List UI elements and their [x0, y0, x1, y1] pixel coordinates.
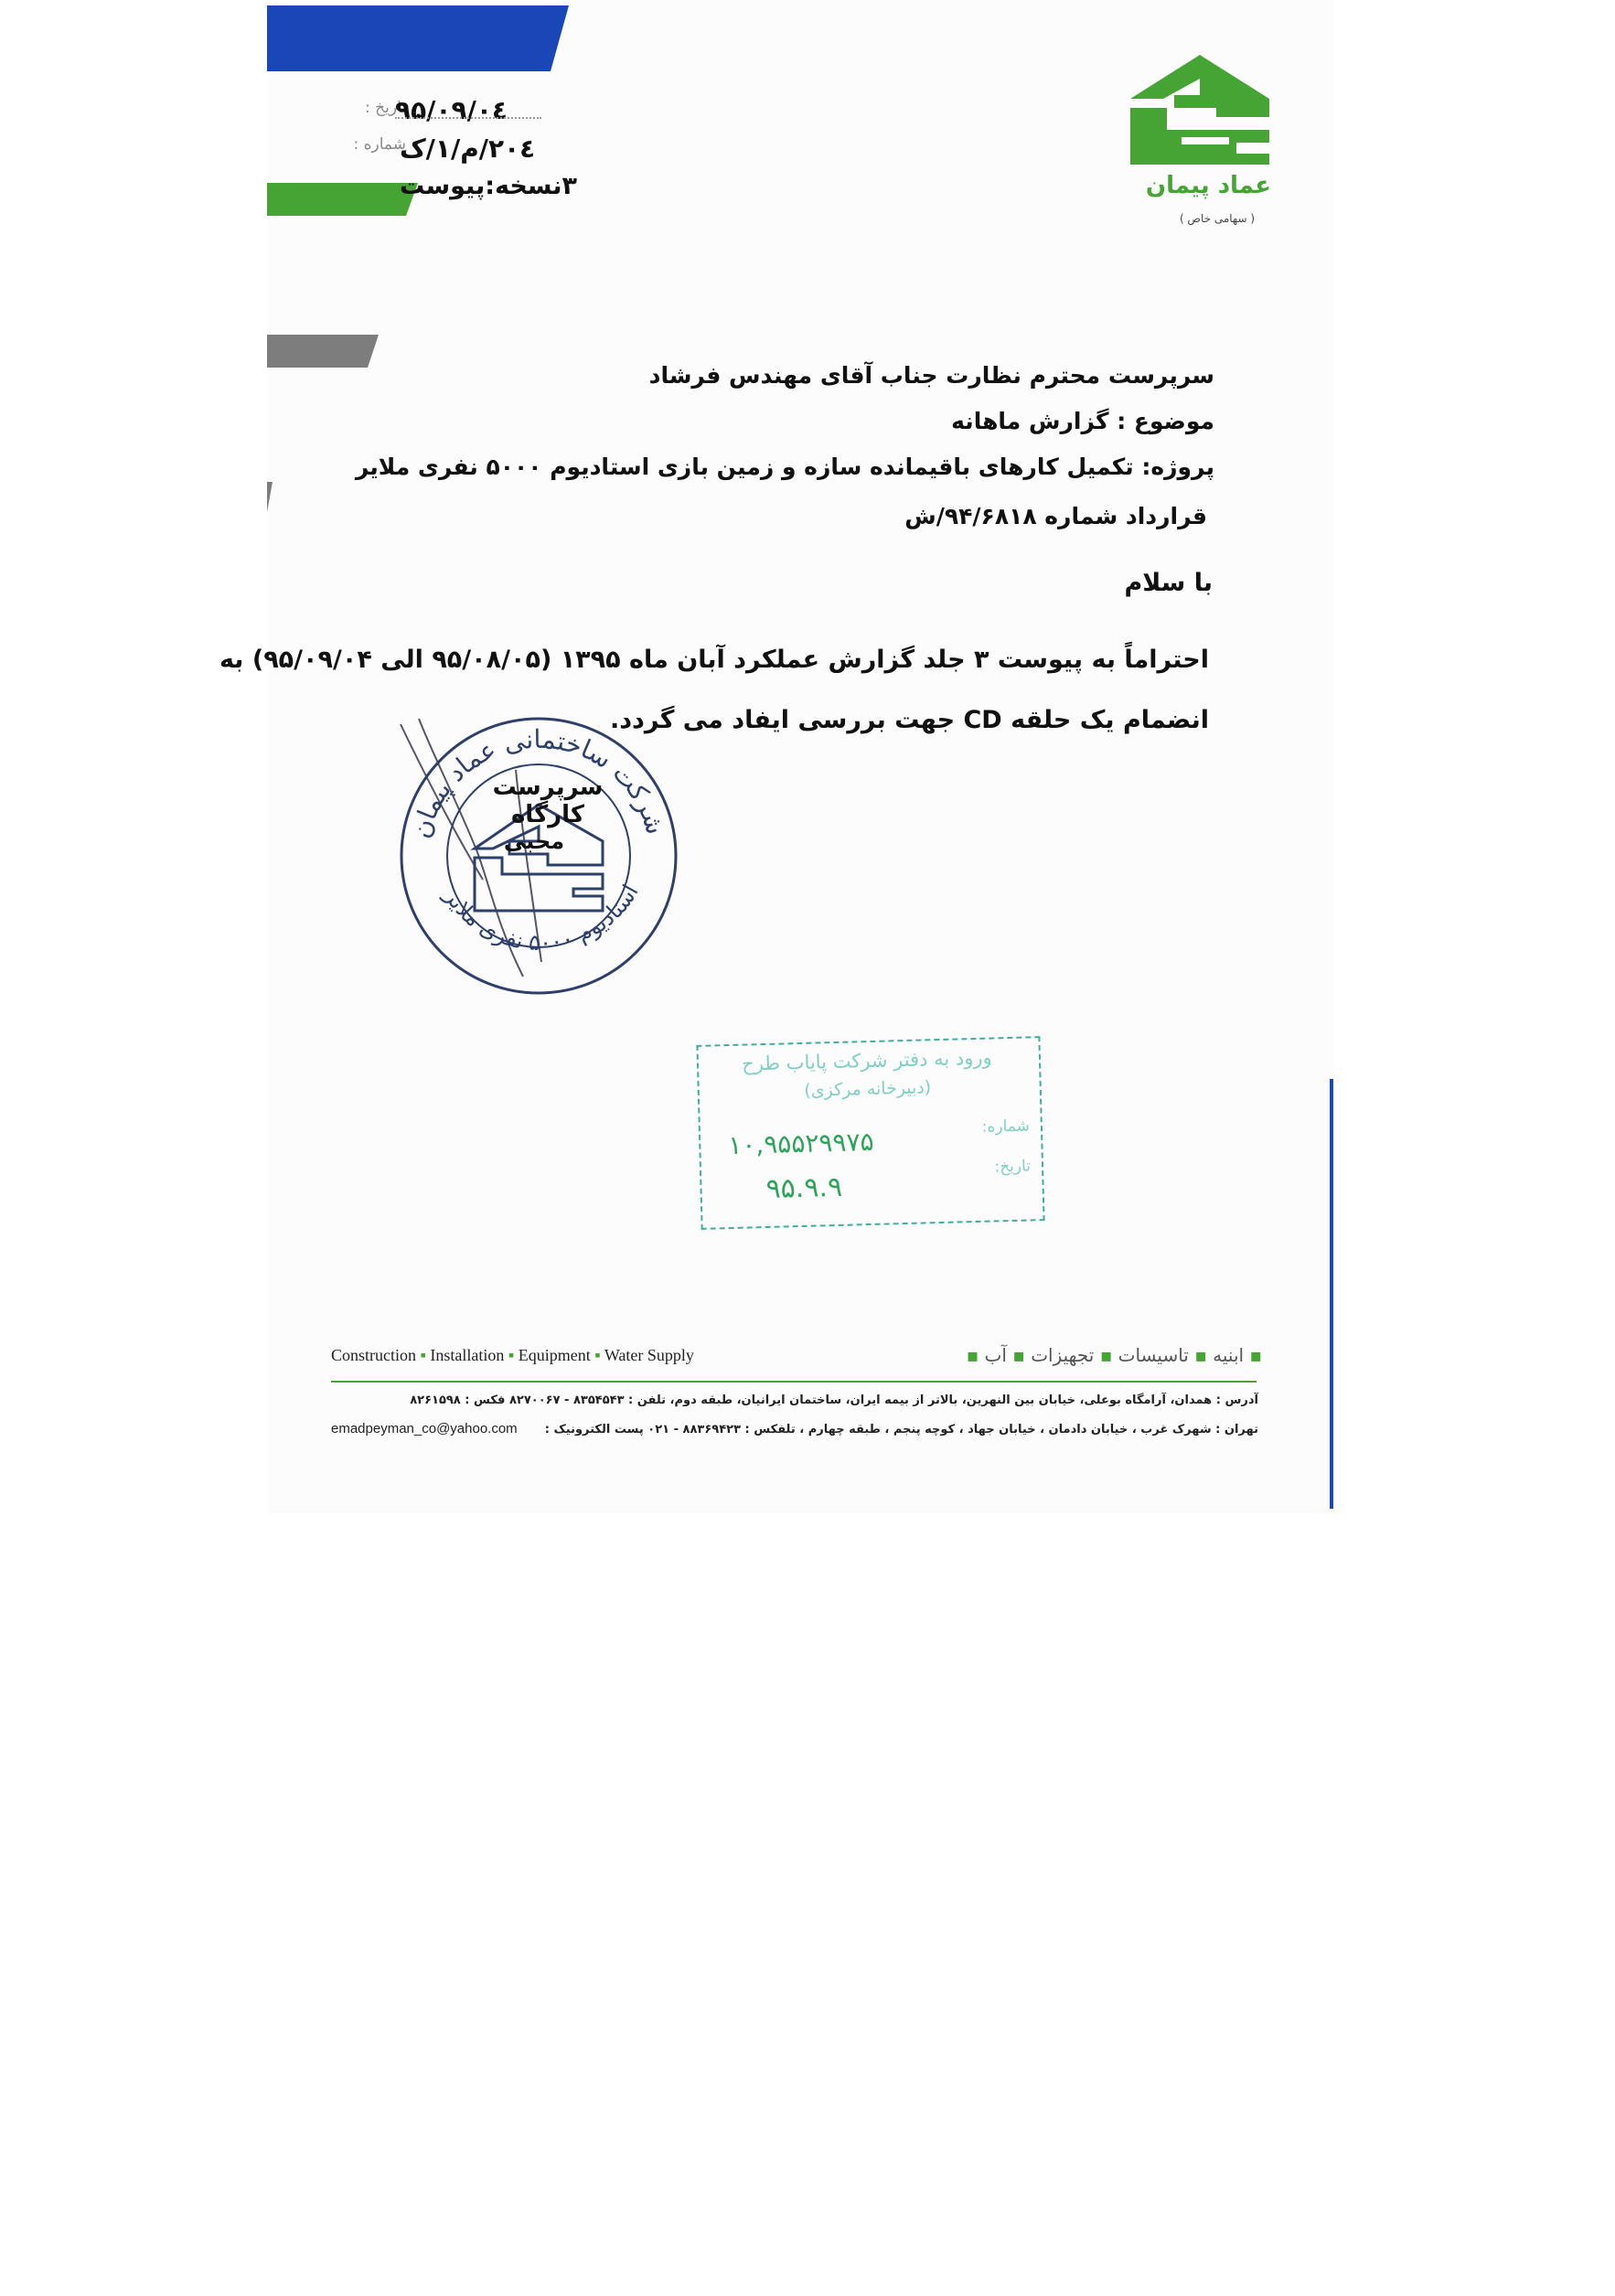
receipt-number-value: ۱۰,۹۵۵۲۹۹۷۵: [727, 1126, 874, 1161]
footer-address-hamedan: آدرس : همدان، آرامگاه بوعلی، خیابان بین النهرین، بالاتر از بیمه ایران، ساختمان ایرانیان، طبقه دوم، تلفن : ۸۳۵۴۵۴۳ - ۸۲۷۰۰۶۷ فکس : ۸۲۶۱۵۹۸: [410, 1394, 1258, 1407]
receipt-line-1: ورود به دفتر شرکت پایاب طرح: [741, 1046, 992, 1075]
service-construction: Construction: [331, 1346, 416, 1364]
service-fa-1: ابنیه: [1213, 1344, 1245, 1366]
receipt-stamp: [696, 1036, 1044, 1230]
svg-text:استادیوم ۵۰۰۰ نفری ملایر: [439, 881, 644, 956]
date-label: تاریخ :: [365, 99, 406, 117]
service-water-supply: Water Supply: [604, 1346, 694, 1364]
service-equipment: Equipment: [518, 1346, 591, 1364]
service-installation: Installation: [430, 1346, 505, 1364]
contract: قرارداد شماره ۹۴/۶۸۱۸/ش: [904, 503, 1207, 529]
receipt-date-value: ۹۵.۹.۹: [765, 1170, 843, 1206]
letter-page: [219, 0, 1335, 1513]
signature-name: محبی: [503, 828, 565, 854]
footer-services-en: Construction ▪ Installation ▪ Equipment ▪ Water Supply: [331, 1346, 694, 1364]
company-name: عماد پیمان: [1145, 172, 1271, 199]
service-fa-3: تجهیزات: [1031, 1344, 1095, 1366]
body-line-1: احتراماً به پیوست ۳ جلد گزارش عملکرد آبان ماه ۱۳۹۵ (۹۵/۰۸/۰۵ الی ۹۵/۰۹/۰۴) به: [219, 646, 1209, 674]
company-logo-icon: [1127, 51, 1273, 168]
subject: موضوع : گزارش ماهانه: [951, 408, 1214, 434]
seal-ring-bottom: استادیوم ۵۰۰۰ نفری ملایر: [439, 880, 644, 956]
receipt-date-label: تاریخ:: [994, 1157, 1032, 1177]
date-underline: [395, 117, 541, 119]
addressee: سرپرست محترم نظارت جناب آقای مهندس فرشاد: [648, 362, 1214, 389]
service-fa-2: تاسیسات: [1118, 1344, 1189, 1366]
attachment-value: ۳نسخه:پیوست: [400, 172, 577, 200]
seal-ring-top: شرکت ساختمانی عماد پیمان: [405, 723, 671, 842]
greeting: با سلام: [1124, 569, 1213, 597]
number-value: ۲۰٤/م/۱/ک: [400, 133, 536, 164]
date-value: ۹۵/۰۹/۰٤: [395, 95, 508, 125]
footer-email: emadpeyman_co@yahoo.com: [331, 1421, 518, 1436]
company-type: ( سهامی خاص ): [1179, 212, 1255, 225]
body-line-2: انضمام یک حلقه CD جهت بررسی ایفاد می گردد.: [609, 706, 1209, 734]
number-label: شماره :: [353, 135, 406, 154]
footer-divider: [331, 1381, 1257, 1383]
footer-address-tehran: تهران : شهرک غرب ، خیابان دادمان ، خیابان جهاد ، کوچه پنجم ، طبقه چهارم ، تلفکس : ۸۸۳۶۹۴۲۳ - ۰۲۱ پست الکترونیک :: [544, 1423, 1258, 1436]
service-fa-4: آب: [984, 1344, 1007, 1366]
receipt-line-2: (دبیرخانه مرکزی): [804, 1077, 932, 1101]
signature-title: سرپرست کارگاه: [492, 774, 604, 828]
footer-services-fa: ▪ ابنیه ▪ تاسیسات ▪ تجهیزات ▪ آب ▪: [966, 1344, 1262, 1366]
project: پروژه: تکمیل کارهای باقیمانده سازه و زمین بازی استادیوم ۵۰۰۰ نفری ملایر: [355, 454, 1214, 480]
receipt-number-label: شماره:: [981, 1116, 1031, 1137]
